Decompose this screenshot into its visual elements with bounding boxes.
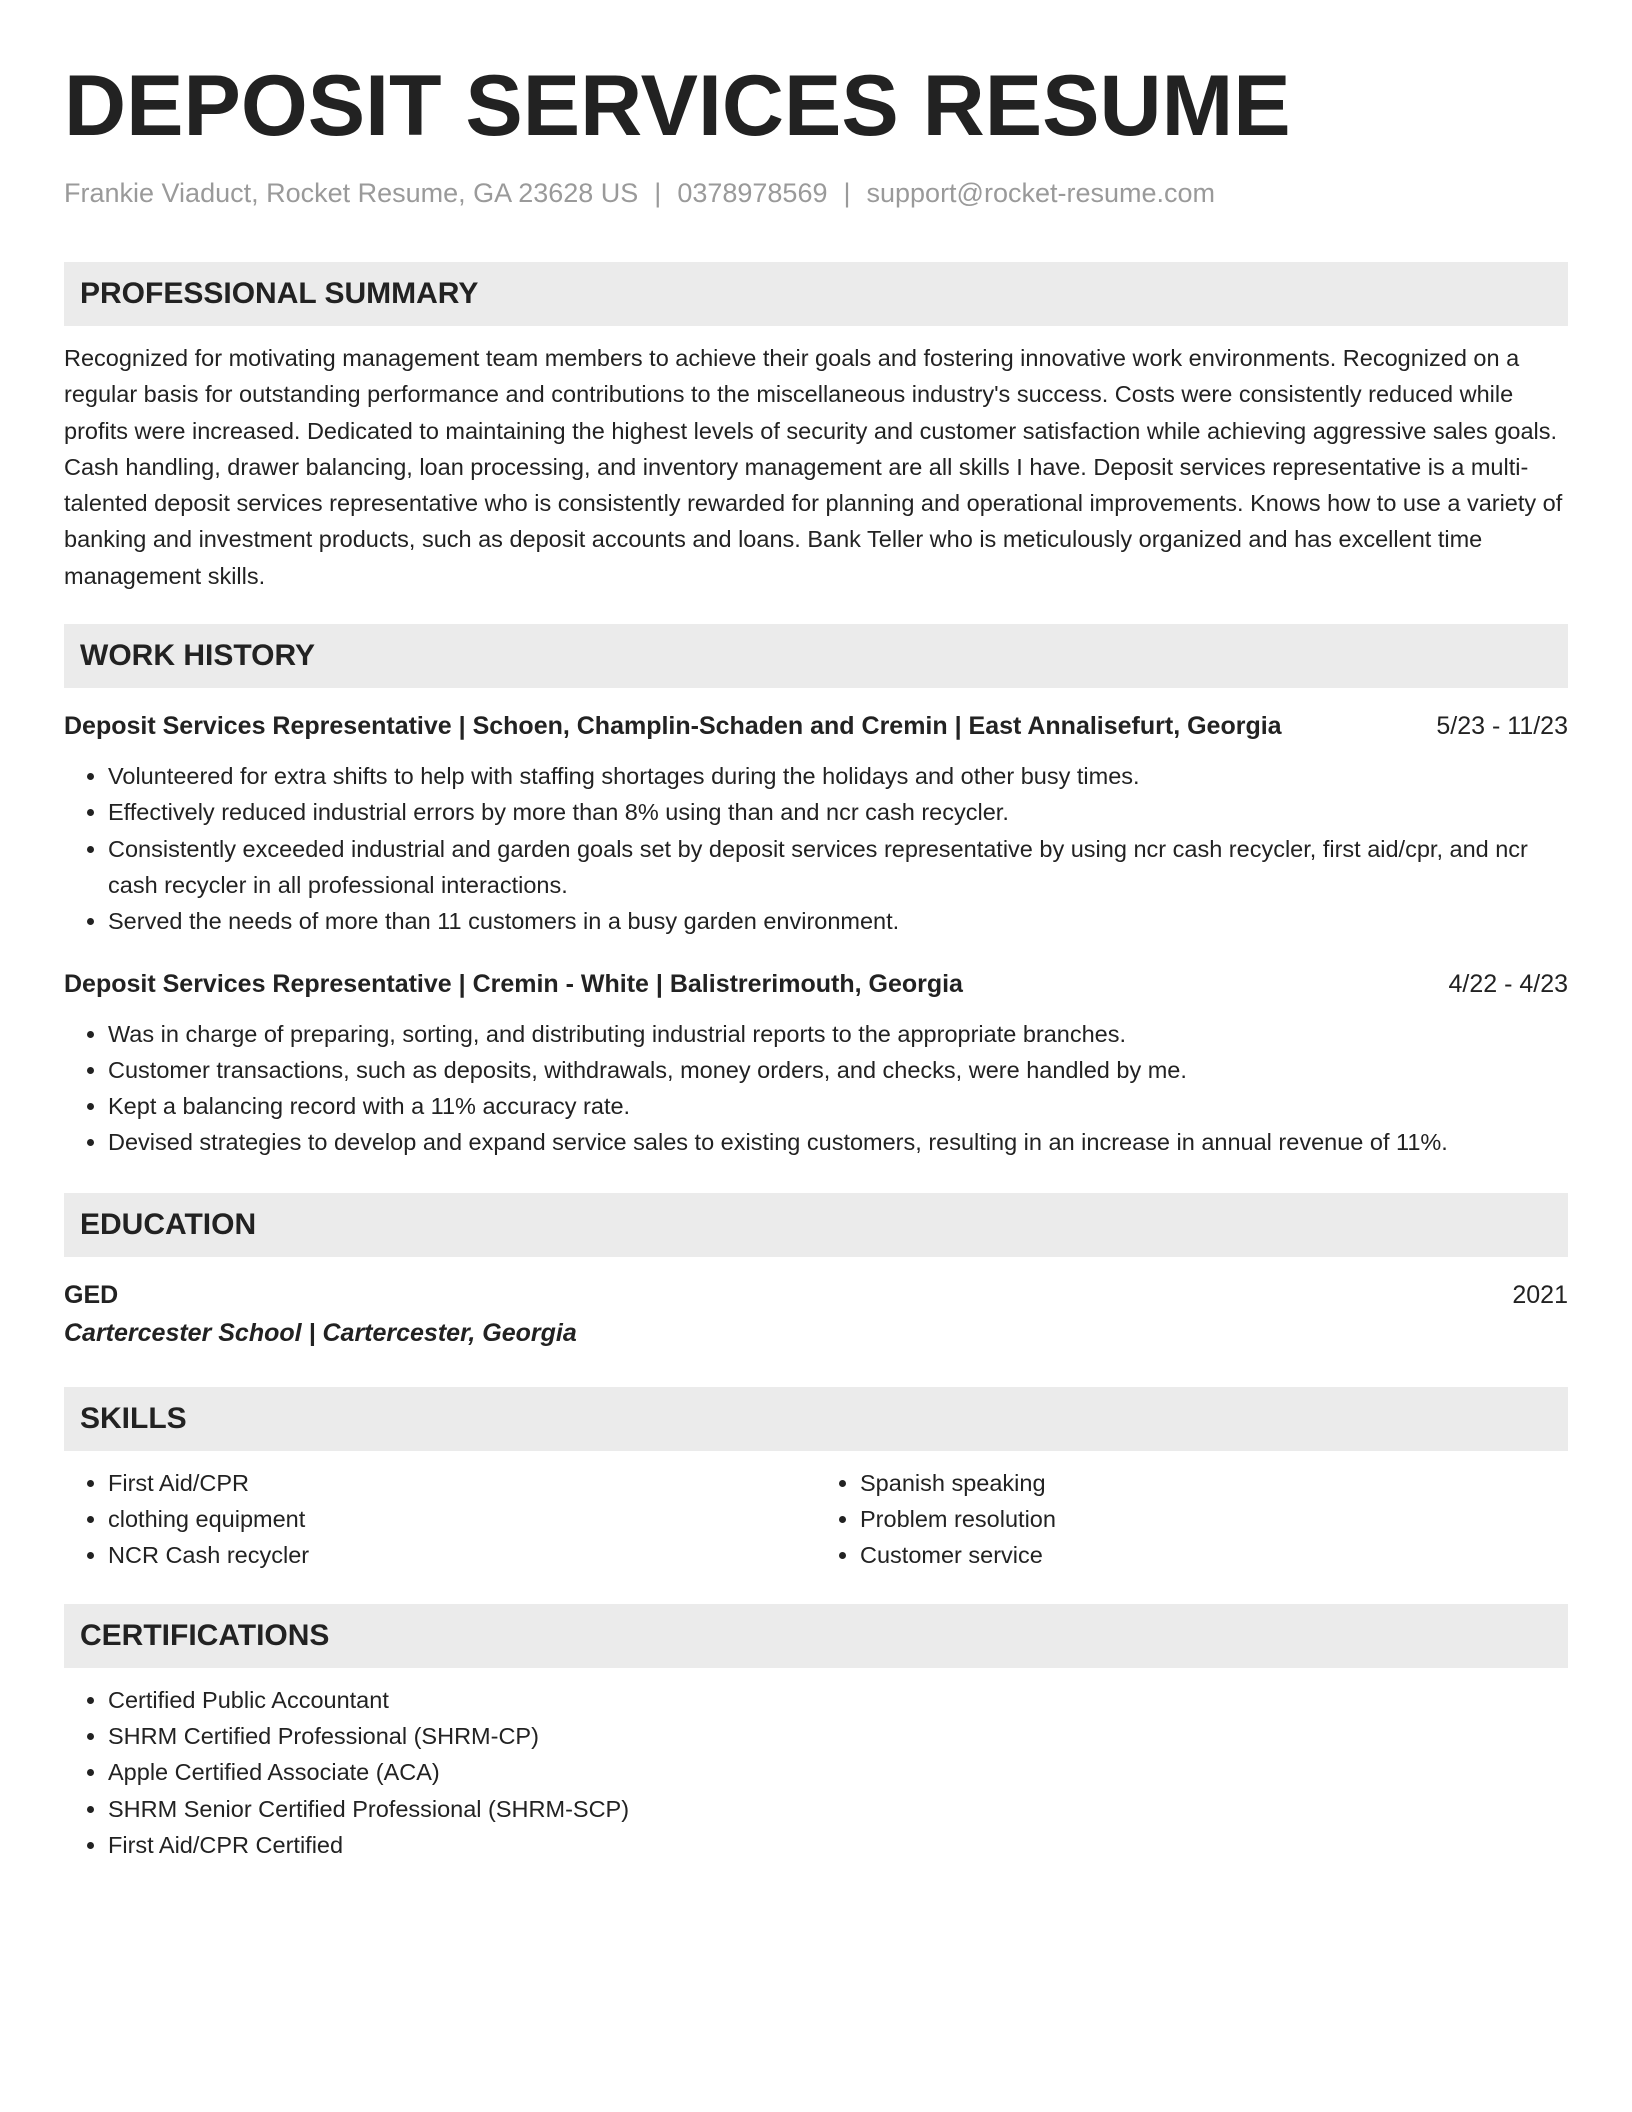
job-header bbox=[64, 966, 1568, 1002]
job-dates: 5/23 - 11/23 bbox=[1436, 712, 1568, 741]
certification-item: • SHRM Certified Professional (SHRM-CP) bbox=[108, 1718, 1568, 1754]
contact-separator: | bbox=[654, 178, 662, 208]
skills-column-left bbox=[64, 1465, 816, 1574]
job-bullet: • Effectively reduced industrial errors by more than 8% using than and ncr cash recycler. bbox=[108, 794, 1568, 830]
education-school: Cartercester School | Cartercester, Georgia bbox=[64, 1318, 577, 1347]
certification-item: • Certified Public Accountant bbox=[108, 1682, 1568, 1718]
job-bullets bbox=[64, 758, 1568, 939]
contact-separator: | bbox=[843, 178, 851, 208]
job-bullet: • Customer transactions, such as deposits, withdrawals, money orders, and checks, were handled by me. bbox=[108, 1052, 1568, 1088]
skill-item: • Spanish speaking bbox=[860, 1465, 1568, 1501]
section-heading-education: EDUCATION bbox=[64, 1193, 1568, 1257]
section-heading-work-history: WORK HISTORY bbox=[64, 624, 1568, 688]
skill-item: • NCR Cash recycler bbox=[108, 1537, 816, 1573]
certification-item: • SHRM Senior Certified Professional (SHRM-SCP) bbox=[108, 1791, 1568, 1827]
job-bullet: • Served the needs of more than 11 customers in a busy garden environment. bbox=[108, 903, 1568, 939]
job-bullet: • Consistently exceeded industrial and garden goals set by deposit services representative by using ncr cash recycler, first aid/cpr, and ncr cash recycler in all professional interactions. bbox=[108, 831, 1568, 904]
skill-item: • First Aid/CPR bbox=[108, 1465, 816, 1501]
section-heading-summary: PROFESSIONAL SUMMARY bbox=[64, 262, 1568, 326]
job-bullets bbox=[64, 1016, 1568, 1161]
resume-title: DEPOSIT SERVICES RESUME bbox=[64, 58, 1291, 154]
job-bullet: • Was in charge of preparing, sorting, and distributing industrial reports to the appropriate branches. bbox=[108, 1016, 1568, 1052]
contact-address: Frankie Viaduct, Rocket Resume, GA 23628 US bbox=[64, 178, 639, 208]
job-dates: 4/22 - 4/23 bbox=[1448, 969, 1568, 998]
contact-phone: 0378978569 bbox=[677, 178, 828, 208]
certifications-list bbox=[64, 1682, 1568, 1863]
education-year: 2021 bbox=[1512, 1280, 1568, 1309]
section-heading-certifications: CERTIFICATIONS bbox=[64, 1604, 1568, 1668]
section-heading-skills: SKILLS bbox=[64, 1387, 1568, 1451]
contact-email: support@rocket-resume.com bbox=[866, 178, 1216, 208]
contact-line bbox=[64, 176, 1568, 210]
skill-item: • Problem resolution bbox=[860, 1501, 1568, 1537]
education-header bbox=[64, 1277, 1568, 1313]
skills-grid bbox=[64, 1465, 1568, 1574]
job-bullet: • Kept a balancing record with a 11% accuracy rate. bbox=[108, 1088, 1568, 1124]
job-bullet: • Devised strategies to develop and expand service sales to existing customers, resulting in an increase in annual revenue of 11%. bbox=[108, 1124, 1568, 1160]
job-header bbox=[64, 708, 1568, 744]
job-entry bbox=[64, 966, 1568, 1161]
job-title: Deposit Services Representative | Cremin - White | Balistrerimouth, Georgia bbox=[64, 969, 963, 998]
certification-item: • First Aid/CPR Certified bbox=[108, 1827, 1568, 1863]
skill-item: • clothing equipment bbox=[108, 1501, 816, 1537]
certification-item: • Apple Certified Associate (ACA) bbox=[108, 1754, 1568, 1790]
education-degree: GED bbox=[64, 1280, 119, 1309]
job-entry bbox=[64, 708, 1568, 939]
summary-text: Recognized for motivating management team members to achieve their goals and fostering innovative work environments. Recognized on a regular basis for outstanding performance and contributions to the miscellaneous industry's success. Costs were consistently reduced while profits were increased. Dedicated to maintaining the highest levels of security and customer satisfaction while achieving aggressive sales goals. Cash handling, drawer balancing, loan processing, and inventory management are all skills I have. Deposit services representative is a multi-talented deposit services representative who is consistently rewarded for planning and operational improvements. Knows how to use a variety of banking and investment products, such as deposit accounts and loans. Bank Teller who is meticulously organized and has excellent time management skills. bbox=[64, 345, 1563, 589]
skill-item: • Customer service bbox=[860, 1537, 1568, 1573]
skills-column-right bbox=[816, 1465, 1568, 1574]
job-title: Deposit Services Representative | Schoen, Champlin-Schaden and Cremin | East Annalisefurt, Georgia bbox=[64, 712, 1282, 741]
job-bullet: • Volunteered for extra shifts to help with staffing shortages during the holidays and other busy times. bbox=[108, 758, 1568, 794]
